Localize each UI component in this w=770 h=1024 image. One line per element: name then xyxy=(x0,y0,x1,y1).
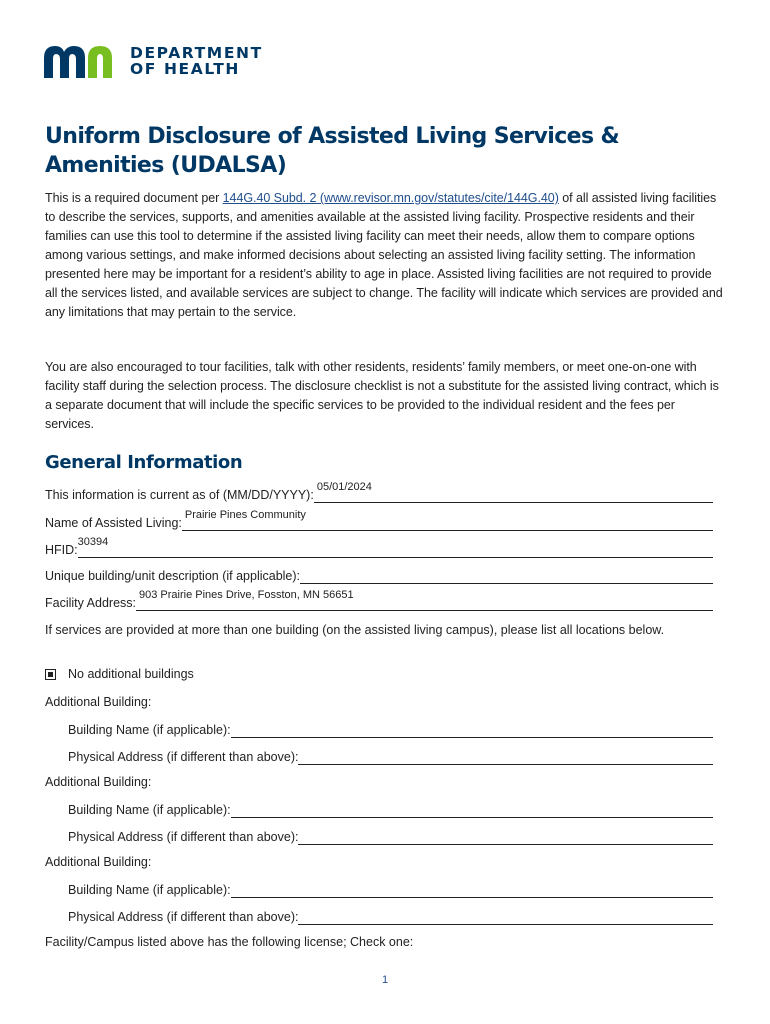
no-additional-buildings-option[interactable] xyxy=(45,667,194,681)
physical-address-label: Physical Address (if different than above): xyxy=(68,830,299,844)
no-additional-buildings-checkbox[interactable] xyxy=(45,669,56,680)
physical-address-label: Physical Address (if different than above): xyxy=(68,910,299,924)
unique-building-input[interactable] xyxy=(300,563,713,584)
additional-building-heading: Additional Building: xyxy=(45,855,152,869)
building-name-input[interactable] xyxy=(231,717,713,738)
hfid-value: 30394 xyxy=(77,536,109,548)
facility-address-input[interactable] xyxy=(136,590,713,611)
physical-address-field xyxy=(68,905,713,925)
current-as-of-value: 05/01/2024 xyxy=(316,481,372,493)
assisted-living-name-value: Prairie Pines Community xyxy=(184,509,306,521)
additional-building-heading: Additional Building: xyxy=(45,695,152,709)
logo-line-1: DEPARTMENT xyxy=(130,44,263,62)
no-additional-buildings-label: No additional buildings xyxy=(68,667,194,681)
physical-address-field xyxy=(68,825,713,845)
current-as-of-input[interactable] xyxy=(314,482,713,503)
intro-text-after: of all assisted living facilities to describe the services, supports, and amenities available at the assisted living facility. Prospective residents and their families can use this tool to determine if the assisted living facility can meet their needs, allow them to compare options among various settings, and make informed decisions about selecting an assisted living facility setting. The information presented here may be important for a resident’s ability to age in place. Assisted living facilities are not required to provide all the services listed, and available services are subject to change. The facility will indicate which services are provided and any limitations that may pertain to the service. xyxy=(45,191,723,319)
physical-address-input[interactable] xyxy=(298,824,713,845)
hfid-input[interactable] xyxy=(78,537,713,558)
checkbox-checked-mark xyxy=(48,672,53,677)
current-as-of-label: This information is current as of (MM/DD/YYYY): xyxy=(45,488,314,502)
logo-wordmark xyxy=(130,45,263,77)
building-name-field xyxy=(68,718,713,738)
license-note: Facility/Campus listed above has the following license; Check one: xyxy=(45,935,414,949)
document-title: Uniform Disclosure of Assisted Living Services & Amenities (UDALSA) xyxy=(45,124,620,178)
section-title-general-information: General Information xyxy=(45,452,243,473)
intro-text-before: This is a required document per xyxy=(45,191,223,205)
facility-address-value: 903 Prairie Pines Drive, Fosston, MN 56651 xyxy=(139,589,354,601)
building-name-field xyxy=(68,798,713,818)
physical-address-input[interactable] xyxy=(298,744,713,765)
physical-address-field xyxy=(68,745,713,765)
building-name-label: Building Name (if applicable): xyxy=(68,723,231,737)
physical-address-input[interactable] xyxy=(298,904,713,925)
building-name-field xyxy=(68,878,713,898)
page-number: 1 xyxy=(381,974,389,986)
mn-logo-icon xyxy=(44,44,122,78)
hfid-label: HFID: xyxy=(45,543,78,557)
intro-paragraph-2: You are also encouraged to tour facilities, talk with other residents, residents’ family members, or meet one-on-one with facility staff during the selection process. The disclosure checklist is not a substitute for the assisted living contract, which is a separate document that will include the specific services to be provided to the individual resident and the fees per services. xyxy=(45,360,719,431)
assisted-living-name-input[interactable] xyxy=(182,510,713,531)
facility-address-label: Facility Address: xyxy=(45,596,137,610)
additional-building-heading: Additional Building: xyxy=(45,775,152,789)
assisted-living-name-field xyxy=(45,511,713,531)
building-name-input[interactable] xyxy=(231,797,713,818)
buildings-note: If services are provided at more than one building (on the assisted living campus), please list all locations below. xyxy=(45,623,665,637)
building-name-label: Building Name (if applicable): xyxy=(68,883,231,897)
building-name-label: Building Name (if applicable): xyxy=(68,803,231,817)
intro-paragraph xyxy=(45,189,725,322)
facility-address-field xyxy=(45,591,713,611)
current-as-of-field xyxy=(45,483,713,503)
hfid-field xyxy=(45,538,713,558)
unique-building-field xyxy=(45,564,713,584)
physical-address-label: Physical Address (if different than above): xyxy=(68,750,299,764)
statute-link[interactable]: 144G.40 Subd. 2 (www.revisor.mn.gov/statutes/cite/144G.40) xyxy=(222,191,559,205)
assisted-living-name-label: Name of Assisted Living: xyxy=(45,516,182,530)
unique-building-label: Unique building/unit description (if applicable): xyxy=(45,569,301,583)
mdh-logo xyxy=(44,44,263,78)
building-name-input[interactable] xyxy=(231,877,713,898)
logo-line-2: OF HEALTH xyxy=(130,60,240,78)
